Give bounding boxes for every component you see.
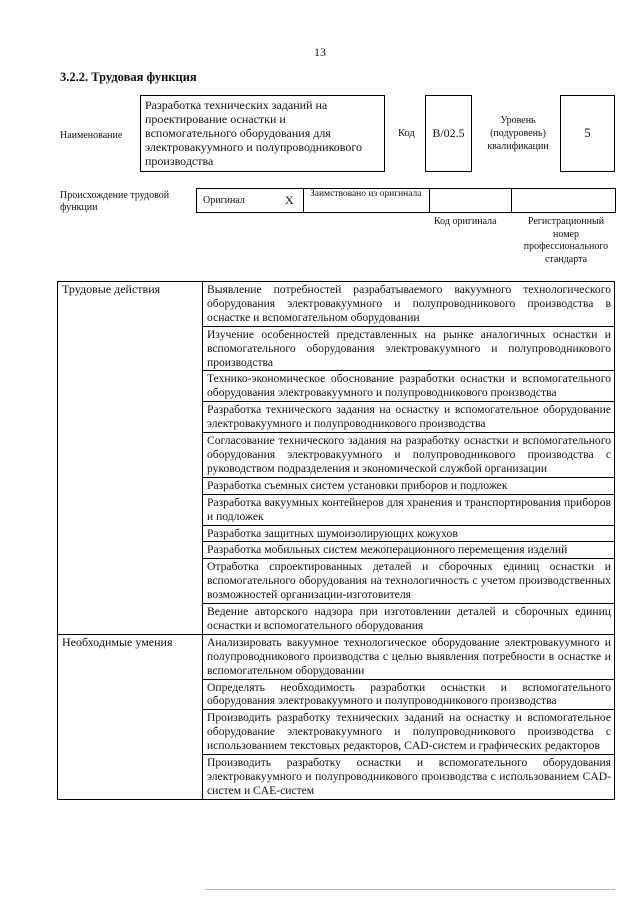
list-item: Разработка мобильных систем межоперационного перемещения изделий xyxy=(203,542,615,559)
borrowed-label: Заимствовано из оригинала xyxy=(310,189,422,199)
list-item: Выявление потребностей разрабатываемого вакуумного технологического оборудования электровакуумного и полупроводникового производства в оснастке и вспомогательном оборудовании xyxy=(203,282,615,327)
section-heading: Необходимые умения xyxy=(58,634,203,799)
level-value: 5 xyxy=(584,126,591,140)
original-mark: X xyxy=(285,193,294,207)
function-name-box xyxy=(140,95,385,172)
section-heading: Трудовые действия xyxy=(58,282,203,635)
reg-number-caption: Регистрационный номер профессионального стандарта xyxy=(523,216,609,265)
list-item: Анализировать вакуумное технологическое оборудование электровакуумного и полупроводникового производства с целью выявления потребности в оснастке и вспомогательном оборудовании xyxy=(203,634,615,679)
list-item: Производить разработку технических заданий на оснастку и вспомогательное оборудование электровакуумного и полупроводникового производства с использованием текстовых редакторов, CAD-систем и графических редакторов xyxy=(203,710,615,755)
list-item: Разработка технического задания на оснастку и вспомогательное оборудование электровакуумного и полупроводникового производства xyxy=(203,402,615,433)
table-row xyxy=(58,634,615,679)
list-item: Согласование технического задания на разработку оснастки и вспомогательного оборудования электровакуумного и полупроводникового производства с руководством подразделения и экономической службой организации xyxy=(203,433,615,478)
list-item: Разработка съемных систем установки приборов и подложек xyxy=(203,477,615,494)
name-label: Наименование xyxy=(60,130,123,141)
list-item: Производить разработку оснастки и вспомогательного оборудования электровакуумного и полупроводникового производства с использованием CAD-систем и CAE-систем xyxy=(203,755,615,800)
origin-label: Происхождение трудовой функции xyxy=(60,190,170,213)
code-original-cell xyxy=(430,188,512,213)
reg-number-cell xyxy=(512,188,616,213)
list-item: Технико-экономическое обоснование разработки оснастки и вспомогательного оборудования электровакуумного и полупроводникового производства xyxy=(203,371,615,402)
original-label: Оригинал xyxy=(203,195,245,206)
list-item: Отработка спроектированных деталей и сборочных единиц оснастки и вспомогательного оборудования на технологичность с учетом производственных возможностей организации-изготовителя xyxy=(203,559,615,604)
level-box xyxy=(560,95,615,172)
function-name: Разработка технических заданий на проектирование оснастки и вспомогательного оборудования для электровакуумного и полупроводникового производства xyxy=(145,98,362,168)
list-item: Разработка защитных шумоизолирующих кожухов xyxy=(203,525,615,542)
table-row xyxy=(58,282,615,327)
code-box xyxy=(425,95,472,172)
list-item: Разработка вакуумных контейнеров для хранения и транспортирования приборов и подложек xyxy=(203,494,615,525)
section-title: 3.2.2. Трудовая функция xyxy=(60,70,197,84)
code-original-caption: Код оригинала xyxy=(434,216,497,227)
bottom-divider xyxy=(205,889,615,890)
borrowed-cell xyxy=(304,188,430,213)
page-number: 13 xyxy=(314,45,326,59)
list-item: Определять необходимость разработки оснастки и вспомогательного оборудования электровакуумного и полупроводникового производства xyxy=(203,679,615,710)
list-item: Изучение особенностей представленных на рынке аналогичных оснастки и вспомогательного оборудования электровакуумного и полупроводникового производства xyxy=(203,326,615,371)
list-item: Ведение авторского надзора при изготовлении деталей и сборочных единиц оснастки и вспомогательного оборудования xyxy=(203,604,615,635)
origin-row xyxy=(196,188,616,213)
original-cell xyxy=(196,188,304,213)
code-label: Код xyxy=(398,128,415,139)
code-value: B/02.5 xyxy=(432,126,465,140)
function-table xyxy=(57,281,615,800)
level-label: Уровень (подуровень) квалификации xyxy=(487,115,549,152)
